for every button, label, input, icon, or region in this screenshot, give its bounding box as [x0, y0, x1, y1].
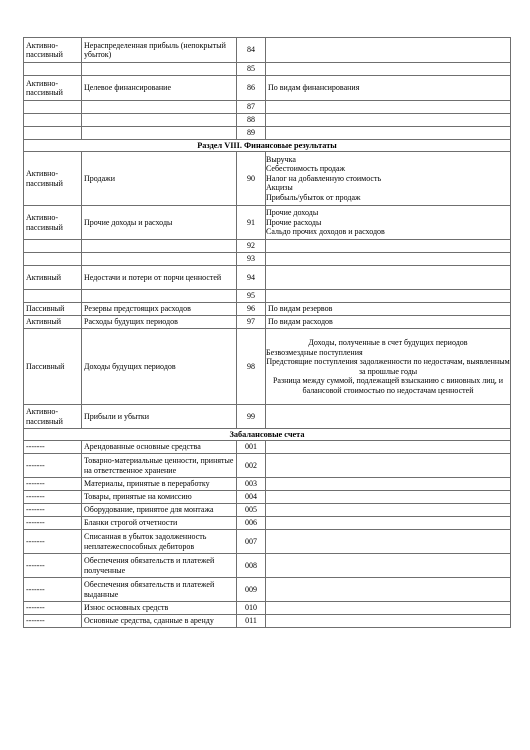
- account-row-86: [24, 76, 511, 101]
- account-number: 99: [237, 405, 266, 429]
- subaccounts: [266, 101, 511, 114]
- subaccount-item: 1. Прочие доходы: [266, 208, 510, 218]
- subaccounts: [266, 114, 511, 127]
- subaccount-item: 4. Разница между суммой, подлежащей взысканию с виновных лиц, и балансовой стоимостью по недостачам ценностей: [266, 376, 510, 395]
- account-number: 90: [237, 152, 266, 206]
- subaccounts: [266, 63, 511, 76]
- account-name: [82, 101, 237, 114]
- account-name: Износ основных средств: [82, 602, 237, 615]
- account-row-89: [24, 127, 511, 140]
- account-number: 92: [237, 240, 266, 253]
- accounts-table: [23, 37, 511, 628]
- account-type: [24, 63, 82, 76]
- account-name: Целевое финансирование: [82, 76, 237, 101]
- account-row-88: [24, 114, 511, 127]
- account-row-005: [24, 504, 511, 517]
- account-type: -------: [24, 530, 82, 554]
- account-row-87: [24, 101, 511, 114]
- subaccount-list: [266, 337, 510, 396]
- account-type: -------: [24, 504, 82, 517]
- account-name: Нераспределенная прибыль (непокрытый убыток): [82, 38, 237, 63]
- account-number: 008: [237, 554, 266, 578]
- account-type: [24, 290, 82, 303]
- account-row-91: [24, 206, 511, 240]
- subaccount-item: 3. Налог на добавленную стоимость: [266, 174, 510, 184]
- account-number: 91: [237, 206, 266, 240]
- section-header-row: [24, 429, 511, 441]
- account-row-92: [24, 240, 511, 253]
- account-type: -------: [24, 554, 82, 578]
- account-name: Материалы, принятые в переработку: [82, 478, 237, 491]
- subaccounts: [266, 578, 511, 602]
- subaccounts: [266, 76, 511, 101]
- account-name: Расходы будущих периодов: [82, 316, 237, 329]
- account-name: Доходы будущих периодов: [82, 329, 237, 405]
- account-type: Активно-пассивный: [24, 38, 82, 63]
- account-name: Товары, принятые на комиссию: [82, 491, 237, 504]
- account-type: Активный: [24, 266, 82, 290]
- account-row-98: [24, 329, 511, 405]
- account-name: Обеспечения обязательств и платежей полученные: [82, 554, 237, 578]
- account-name: Списанная в убыток задолженность неплатежеспособных дебиторов: [82, 530, 237, 554]
- subaccounts: [266, 441, 511, 454]
- subaccount-item: 5. Прибыль/убыток от продаж: [266, 193, 510, 203]
- account-name: Бланки строгой отчетности: [82, 517, 237, 530]
- account-name: Прочие доходы и расходы: [82, 206, 237, 240]
- account-row-004: [24, 491, 511, 504]
- account-type: -------: [24, 578, 82, 602]
- account-row-001: [24, 441, 511, 454]
- subaccounts: [266, 253, 511, 266]
- account-row-007: [24, 530, 511, 554]
- account-type: Активно-пассивный: [24, 405, 82, 429]
- subaccounts: [266, 127, 511, 140]
- subaccounts: [266, 206, 511, 240]
- subaccount-list: [266, 207, 510, 238]
- account-name: Арендованные основные средства: [82, 441, 237, 454]
- account-type: Активно-пассивный: [24, 206, 82, 240]
- account-type: -------: [24, 454, 82, 478]
- subaccount-item: 2. Себестоимость продаж: [266, 164, 510, 174]
- account-number: 002: [237, 454, 266, 478]
- account-number: 93: [237, 253, 266, 266]
- account-type: -------: [24, 602, 82, 615]
- subaccounts: [266, 504, 511, 517]
- account-number: 86: [237, 76, 266, 101]
- subaccount-item: 2. Прочие расходы: [266, 218, 510, 228]
- subaccounts: [266, 454, 511, 478]
- subaccounts: [266, 602, 511, 615]
- account-type: -------: [24, 478, 82, 491]
- account-row-008: [24, 554, 511, 578]
- account-number: 97: [237, 316, 266, 329]
- section-header-row: [24, 140, 511, 152]
- account-name: Недостачи и потери от порчи ценностей: [82, 266, 237, 290]
- subaccounts: [266, 303, 511, 316]
- account-name: [82, 114, 237, 127]
- account-row-84: [24, 38, 511, 63]
- account-number: 004: [237, 491, 266, 504]
- account-type: [24, 114, 82, 127]
- subaccount-item: 2. Безвозмездные поступления: [266, 348, 510, 358]
- account-number: 007: [237, 530, 266, 554]
- account-name: Товарно-материальные ценности, принятые на ответственное хранение: [82, 454, 237, 478]
- subaccount-item: 1. Доходы, полученные в счет будущих периодов: [266, 338, 510, 348]
- account-type: [24, 101, 82, 114]
- account-row-93: [24, 253, 511, 266]
- subaccounts-text: По видам резервов: [268, 304, 333, 314]
- account-row-009: [24, 578, 511, 602]
- subaccounts: [266, 38, 511, 63]
- account-name: [82, 240, 237, 253]
- account-name: [82, 127, 237, 140]
- section-title: Забалансовые счета: [24, 429, 511, 441]
- account-row-95: [24, 290, 511, 303]
- account-number: 005: [237, 504, 266, 517]
- subaccounts-text: По видам расходов: [268, 317, 333, 327]
- subaccounts: [266, 266, 511, 290]
- account-row-94: [24, 266, 511, 290]
- subaccounts: [266, 316, 511, 329]
- account-row-011: [24, 615, 511, 628]
- account-number: 96: [237, 303, 266, 316]
- account-row-97: [24, 316, 511, 329]
- subaccount-item: 3. Сальдо прочих доходов и расходов: [266, 227, 510, 237]
- account-number: 95: [237, 290, 266, 303]
- account-row-002: [24, 454, 511, 478]
- account-number: 88: [237, 114, 266, 127]
- account-type: [24, 240, 82, 253]
- account-number: 003: [237, 478, 266, 491]
- account-type: Активный: [24, 316, 82, 329]
- account-type: Активно-пассивный: [24, 76, 82, 101]
- subaccount-item: 4. Акцизы: [266, 183, 510, 193]
- account-name: [82, 63, 237, 76]
- subaccounts: [266, 478, 511, 491]
- account-name: Обеспечения обязательств и платежей выданные: [82, 578, 237, 602]
- account-row-006: [24, 517, 511, 530]
- account-type: Пассивный: [24, 329, 82, 405]
- account-number: 010: [237, 602, 266, 615]
- account-name: [82, 290, 237, 303]
- subaccount-item: 1. Выручка: [266, 155, 510, 165]
- account-type: [24, 253, 82, 266]
- account-name: Продажи: [82, 152, 237, 206]
- subaccount-list: [266, 154, 510, 204]
- account-row-010: [24, 602, 511, 615]
- account-name: [82, 253, 237, 266]
- account-row-85: [24, 63, 511, 76]
- account-number: 006: [237, 517, 266, 530]
- subaccounts-text: По видам финансирования: [268, 83, 360, 93]
- subaccounts: [266, 329, 511, 405]
- account-number: 84: [237, 38, 266, 63]
- subaccounts: [266, 152, 511, 206]
- account-number: 85: [237, 63, 266, 76]
- account-name: Резервы предстоящих расходов: [82, 303, 237, 316]
- account-number: 87: [237, 101, 266, 114]
- account-row-003: [24, 478, 511, 491]
- account-name: Прибыли и убытки: [82, 405, 237, 429]
- subaccounts: [266, 517, 511, 530]
- account-type: -------: [24, 615, 82, 628]
- account-type: -------: [24, 491, 82, 504]
- account-row-90: [24, 152, 511, 206]
- subaccount-item: 3. Предстоящие поступления задолженности по недостачам, выявленным за прошлые годы: [266, 357, 510, 376]
- account-name: Основные средства, сданные в аренду: [82, 615, 237, 628]
- account-number: 001: [237, 441, 266, 454]
- account-name: Оборудование, принятое для монтажа: [82, 504, 237, 517]
- account-type: Пассивный: [24, 303, 82, 316]
- subaccounts: [266, 405, 511, 429]
- subaccounts: [266, 615, 511, 628]
- account-number: 94: [237, 266, 266, 290]
- account-type: [24, 127, 82, 140]
- accounts-chart-document: [23, 37, 510, 628]
- subaccounts: [266, 530, 511, 554]
- section-title: Раздел VIII. Финансовые результаты: [24, 140, 511, 152]
- account-type: -------: [24, 441, 82, 454]
- account-number: 011: [237, 615, 266, 628]
- account-number: 98: [237, 329, 266, 405]
- subaccounts: [266, 491, 511, 504]
- account-number: 009: [237, 578, 266, 602]
- account-row-99: [24, 405, 511, 429]
- subaccounts: [266, 554, 511, 578]
- account-type: -------: [24, 517, 82, 530]
- account-row-96: [24, 303, 511, 316]
- subaccounts: [266, 240, 511, 253]
- account-type: Активно-пассивный: [24, 152, 82, 206]
- subaccounts: [266, 290, 511, 303]
- account-number: 89: [237, 127, 266, 140]
